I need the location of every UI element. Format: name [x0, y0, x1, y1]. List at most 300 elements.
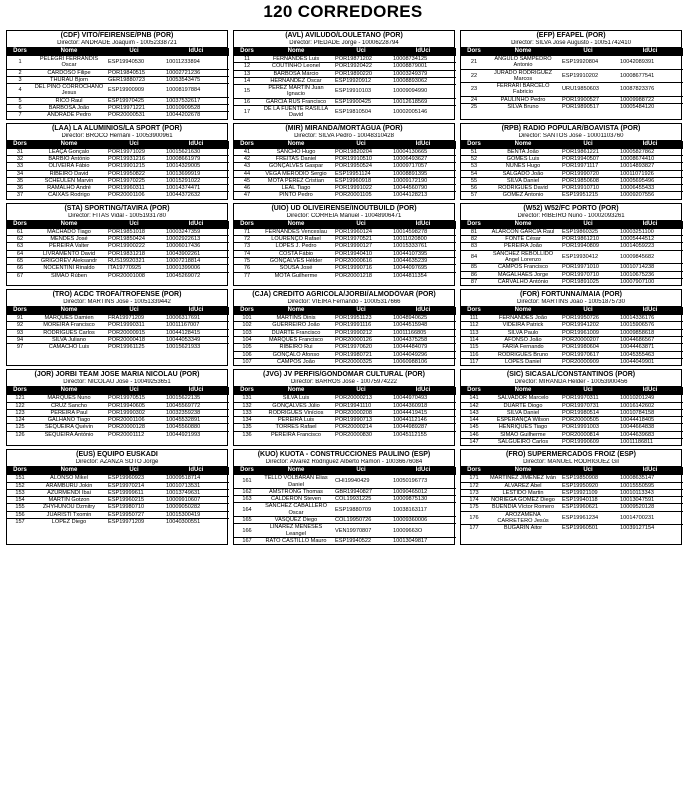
rider-uci-id: 10044375258 [390, 337, 456, 344]
column-header: Dors [234, 467, 260, 475]
rider-name: SALGADO João [487, 170, 559, 177]
rider-uci: POR19951123 [332, 315, 390, 322]
rider-number: 152 [7, 482, 33, 489]
rider-uci: POR19990609 [559, 438, 617, 445]
table-row [234, 272, 456, 279]
table-row [461, 358, 683, 365]
rider-uci-id: 10032359238 [163, 409, 229, 416]
rider-number: 22 [461, 69, 487, 83]
column-header: IdUci [617, 141, 683, 149]
team-row [6, 289, 682, 366]
rider-uci: POR20000325 [332, 358, 390, 365]
team-director: Director: CORREIA Manuel - 10048906471 [234, 213, 454, 221]
rider-uci: POR19990311 [105, 322, 163, 329]
table-row [461, 250, 683, 264]
rider-number: 21 [461, 56, 487, 70]
team-name: (SIC) SICASAL/CONSTANTINOS (POR) [506, 371, 636, 379]
header-row [461, 221, 683, 229]
rider-uci: POR19861210 [559, 236, 617, 243]
rider-number: 63 [7, 243, 33, 250]
table-row [7, 272, 229, 279]
rider-name: LEAL Tiago [260, 185, 332, 192]
rider-uci: POR19840515 [105, 69, 163, 76]
rider-uci-id: 10048940625 [390, 315, 456, 322]
rider-uci-id: 10013749631 [163, 489, 229, 496]
rider-name: JUARISTI Txomin [33, 511, 105, 518]
table-row [234, 177, 456, 184]
rider-name: CRUZ Sancho [33, 402, 105, 409]
rider-name: RICO Raul [33, 97, 105, 104]
column-header: Nome [260, 467, 332, 475]
rider-number: 97 [7, 344, 33, 351]
rider-name: DEL PINO CORROCHANO Jesus [34, 84, 104, 97]
rider-uci: POR20000531 [105, 112, 163, 119]
rider-uci-id: 10009845682 [617, 250, 683, 264]
rider-number: 92 [7, 322, 33, 329]
team-box [233, 449, 455, 545]
rider-name: MACHADO Tiago [33, 228, 105, 235]
rider-number: 16 [234, 98, 260, 105]
rider-number: 81 [461, 228, 487, 235]
column-header: Uci [559, 141, 617, 149]
table-row [461, 264, 683, 271]
rider-name: LOPEZ Diego [33, 519, 105, 526]
rider-uci: POR19900527 [559, 96, 617, 103]
rider-uci-id: 10011233894 [163, 56, 229, 70]
table-row [461, 475, 683, 482]
rider-uci: POR20000418 [105, 337, 163, 344]
team-director: Director: Alvarez Rodriguez Alberto Ramon - 10036676084 [234, 459, 454, 467]
rider-uci-id: 10043902261 [163, 250, 229, 257]
column-header: Dors [461, 307, 487, 315]
rider-name: FERNANDES Venceslau [260, 228, 332, 235]
riders-table [461, 307, 683, 365]
rider-uci-id: 10015333761 [390, 243, 456, 250]
column-header: Nome [487, 467, 559, 475]
rider-uci: ESP19860325 [559, 228, 617, 235]
table-row [7, 97, 229, 104]
team-name: (EUS) EQUIPO EUSKADI [76, 451, 158, 459]
rider-name: GOMEZ Antonio [487, 192, 559, 199]
rider-number: 175 [461, 504, 487, 511]
rider-uci: POR19991022 [332, 185, 390, 192]
rider-number: 171 [461, 475, 487, 482]
rider-uci: ESP19960501 [559, 525, 617, 532]
rider-uci-id: 10053543475 [163, 76, 229, 83]
table-row [234, 265, 456, 272]
table-row [7, 56, 229, 70]
riders-table [461, 467, 683, 531]
rider-uci-id: 10044484079 [390, 344, 456, 351]
rider-name: MARTIN Gotzon [33, 497, 105, 504]
rider-number: 172 [461, 482, 487, 489]
rider-number: 72 [234, 236, 260, 243]
rider-uci: POR19920422 [332, 63, 390, 70]
rider-number: 52 [461, 155, 487, 162]
rider-name: ESPERANÇA Wilson [487, 417, 559, 424]
rider-uci: POR19831218 [105, 250, 163, 257]
column-header: Nome [33, 221, 105, 229]
rider-uci: POR19971010 [559, 264, 617, 271]
table-row [234, 351, 456, 358]
column-header: Dors [234, 387, 260, 395]
rider-name: SCHEULEN Marvin [33, 177, 105, 184]
rider-name: PEREIRA Luis [260, 417, 332, 424]
rider-number: 17 [234, 106, 260, 119]
column-header: IdUci [617, 307, 683, 315]
rider-uci: POR19941202 [559, 322, 617, 329]
rider-name: VASQUEZ Diego [260, 517, 332, 524]
table-row [461, 177, 683, 184]
column-header: Dors [234, 307, 260, 315]
rider-uci-id: 10015300419 [163, 511, 229, 518]
column-header: Uci [105, 307, 163, 315]
rider-uci-id: 10011167007 [163, 322, 229, 329]
rider-name: ANGULO SAMPEDRO Antonio [487, 56, 559, 70]
rider-uci: CHI19940429 [332, 475, 390, 489]
table-row [7, 84, 229, 98]
column-header: Dors [461, 48, 487, 56]
column-header: IdUci [390, 48, 456, 56]
column-header: IdUci [617, 387, 683, 395]
rider-uci-id: 10044372632 [163, 192, 229, 199]
rider-name: SIMAO Guilherme [487, 431, 559, 438]
table-row [234, 70, 456, 77]
rider-uci-id: 10045532891 [163, 417, 229, 424]
rider-uci: POR19950726 [559, 315, 617, 322]
team-name: (W52) W52/FC PORTO (POR) [523, 204, 619, 212]
rider-uci-id: 10009910607 [163, 497, 229, 504]
table-row [461, 69, 683, 83]
rider-uci: POR19991116 [332, 322, 390, 329]
table-row [7, 417, 229, 424]
header-row [7, 307, 229, 315]
rider-number: 76 [234, 265, 260, 272]
rider-name: GALHANO Tiago [33, 417, 105, 424]
column-header: IdUci [163, 387, 229, 395]
rider-number: 121 [7, 395, 33, 402]
rider-uci-id: 10009207556 [617, 192, 683, 199]
rider-uci-id: 10044686567 [617, 337, 683, 344]
rider-uci: ESP19880709 [332, 503, 390, 517]
team-director: Director: BARROS José - 10075974222 [234, 379, 454, 387]
rider-uci: POR19970521 [332, 236, 390, 243]
rider-number: 77 [234, 272, 260, 279]
table-row [234, 148, 456, 155]
column-header: IdUci [617, 221, 683, 229]
rider-uci-id: 10009663O [390, 524, 456, 538]
team-director: Director: ANDRADE Joaquim - 10052338721 [7, 40, 227, 48]
rider-name: SIMAO Rúben [33, 272, 105, 279]
rider-number: 93 [7, 329, 33, 336]
table-row [461, 344, 683, 351]
rider-uci: POR19990127 [332, 243, 390, 250]
rider-name: VIDEIRA Patrick [487, 322, 559, 329]
rider-uci-id: 10014336176 [617, 315, 683, 322]
header-row [461, 387, 683, 395]
rider-name: SANCHEZ CABALLERO Oscar [260, 503, 332, 517]
table-row [7, 395, 229, 402]
rider-number: 41 [234, 148, 260, 155]
header-row [234, 307, 456, 315]
rider-number: 94 [7, 337, 33, 344]
rider-name: OLIVEIRA Fábio [33, 163, 105, 170]
column-header: IdUci [390, 307, 456, 315]
rider-uci-id: 10039127154 [617, 525, 683, 532]
table-row [461, 395, 683, 402]
column-header: Uci [332, 48, 390, 56]
team-name: (TRO) ACDC TROFA/TROFENSE (POR) [52, 291, 182, 299]
rider-uci: POR19940809 [559, 243, 617, 250]
rider-uci: POR20000505 [559, 417, 617, 424]
rider-number: 2 [7, 69, 33, 76]
column-header: Dors [7, 48, 33, 56]
rider-number: 53 [461, 163, 487, 170]
rider-uci-id: 10008734125 [390, 56, 456, 63]
team-name: (JVG) JV PERFIS/GONDOMAR CULTURAL (POR) [263, 371, 425, 379]
table-row [461, 497, 683, 504]
column-header: Nome [33, 467, 105, 475]
rider-uci: RUS19920321 [105, 257, 163, 264]
rider-uci: POR19990720 [559, 170, 617, 177]
rider-uci: ESP19920804 [559, 56, 617, 70]
header-row [234, 141, 456, 149]
column-header: Nome [33, 307, 105, 315]
column-header: Uci [105, 48, 163, 56]
table-row [7, 192, 229, 199]
table-row [7, 315, 229, 322]
rider-name: BARBOSA João [33, 105, 105, 112]
rider-uci: POR19960124 [332, 228, 390, 235]
rider-name: PEREIRA Paul [33, 409, 105, 416]
table-row [7, 504, 229, 511]
rider-uci: POR19900222 [105, 243, 163, 250]
team-box [233, 123, 455, 200]
table-row [7, 409, 229, 416]
table-row [7, 185, 229, 192]
table-row [461, 417, 683, 424]
rider-number: 54 [461, 170, 487, 177]
column-header: IdUci [617, 467, 683, 475]
table-row [7, 257, 229, 264]
rider-number: 71 [234, 228, 260, 235]
rider-number: 173 [461, 489, 487, 496]
rider-number: 82 [461, 236, 487, 243]
rider-uci: ESP19810504 [332, 106, 390, 119]
riders-table [7, 141, 229, 199]
rider-uci: POR19980514 [559, 409, 617, 416]
rider-uci: POR19971221 [105, 105, 163, 112]
table-row [7, 519, 229, 526]
rider-uci: ESP19920912 [332, 77, 390, 84]
rider-number: 147 [461, 438, 487, 445]
rider-name: GRIGOREV Aleksandr [33, 257, 105, 264]
rider-uci: ESP19930412 [559, 250, 617, 264]
rider-uci-id: 10010784158 [617, 409, 683, 416]
team-director: Director: SILVA Pedro - 10048310428 [234, 133, 454, 141]
column-header: Dors [461, 387, 487, 395]
column-header: Uci [332, 221, 390, 229]
column-header: Uci [332, 307, 390, 315]
rider-uci: POR19960311 [105, 185, 163, 192]
rider-uci: VEN19970807 [332, 524, 390, 538]
rider-uci-id: 10050196773 [390, 475, 456, 489]
riders-table [7, 387, 229, 438]
rider-number: 86 [461, 271, 487, 278]
rider-uci: POR20000909 [559, 358, 617, 365]
rider-name: CARVALHO António [487, 278, 559, 285]
rider-number: 155 [7, 504, 33, 511]
rider-name: FERNANDES João [487, 315, 559, 322]
team-director: Director: BRÔCO Hernâni - 10053900961 [7, 133, 227, 141]
rider-uci-id: 10014059223 [617, 243, 683, 250]
team-director: Director: MARTINS José - 10051339442 [7, 299, 227, 307]
rider-uci-id: 10003249379 [390, 70, 456, 77]
rider-name: DE LA FUENTE RASILLA David [260, 106, 332, 119]
team-name: (STA) SPORTING/TAVIRA (POR) [64, 204, 170, 212]
riders-table [234, 141, 456, 199]
table-row [234, 395, 456, 402]
rider-uci: ESP19950920 [559, 482, 617, 489]
rider-uci-id: 10009988722 [617, 96, 683, 103]
table-row [461, 525, 683, 532]
rider-number: 105 [234, 344, 260, 351]
rider-uci-id: 10042089391 [617, 56, 683, 70]
column-header: IdUci [617, 48, 683, 56]
rider-uci: POR19901215 [105, 163, 163, 170]
rider-uci: POR19970225 [105, 177, 163, 184]
rider-uci-id: 10003247359 [163, 228, 229, 235]
rider-number: 176 [461, 511, 487, 525]
rider-name: THURAU Bjorn [33, 76, 105, 83]
table-row [461, 402, 683, 409]
column-header: Nome [487, 141, 559, 149]
table-row [7, 489, 229, 496]
rider-name: FARIA Fernando [487, 344, 559, 351]
table-row [234, 77, 456, 84]
column-header: IdUci [163, 467, 229, 475]
team-name: (UIO) UD OLIVEIRENSE/INOUTBUILD (POR) [271, 204, 417, 212]
rider-uci: ITA19770925 [105, 265, 163, 272]
rider-uci: POR19931216 [105, 155, 163, 162]
rider-uci-id: 10044921993 [163, 431, 229, 438]
table-row [7, 177, 229, 184]
rider-number: 165 [234, 517, 260, 524]
rider-uci: POR19970617 [559, 351, 617, 358]
rider-name: FREITAS Daniel [260, 155, 332, 162]
column-header: Nome [260, 221, 332, 229]
rider-name: RIBEIRO David [33, 170, 105, 177]
rider-uci: POR20000915 [105, 329, 163, 336]
column-header: Dors [234, 141, 260, 149]
table-row [461, 278, 683, 285]
rider-number: 87 [461, 278, 487, 285]
table-row [7, 265, 229, 272]
rider-uci: ESP19850908 [559, 475, 617, 482]
rider-uci-id: 10007907100 [617, 278, 683, 285]
rider-name: BARBOSA Márcio [260, 70, 332, 77]
rider-number: 125 [7, 424, 33, 431]
rider-name: MARTINS Dinis [260, 315, 332, 322]
rider-uci: POR20001106 [105, 192, 163, 199]
riders-table [461, 221, 683, 285]
rider-uci: URU19850603 [559, 83, 617, 97]
rider-uci: POR19990302 [105, 409, 163, 416]
team-director: Director: FITAS Vidal - 10051931780 [7, 213, 227, 221]
team-name: (EFP) EFAPEL (POR) [536, 32, 606, 39]
table-row [234, 417, 456, 424]
column-header: Dors [7, 387, 33, 395]
rider-uci-id: 10044989287 [390, 424, 456, 431]
rider-uci-id: 10015291022 [163, 177, 229, 184]
rider-uci: POR19950524 [332, 163, 390, 170]
rider-uci: POR19890220 [332, 70, 390, 77]
column-header: Nome [260, 307, 332, 315]
rider-number: 107 [234, 358, 260, 365]
rider-name: MOREIRA Francisco [33, 322, 105, 329]
rider-uci-id: 10044360918 [390, 402, 456, 409]
rider-uci: POR19910710 [559, 185, 617, 192]
rider-uci-id: 10013049817 [390, 537, 456, 544]
team-box [460, 369, 682, 446]
table-row [234, 431, 456, 438]
rider-uci-id: 10015906576 [617, 322, 683, 329]
column-header: Dors [7, 221, 33, 229]
team-director: Director: PIEDADE Jorge - 10006228794 [234, 40, 454, 48]
table-row [7, 76, 229, 83]
rider-uci-id: 10044049296 [390, 351, 456, 358]
rider-uci: POR19940605 [105, 402, 163, 409]
team-box [6, 123, 228, 200]
rider-name: GARCIA RUS Francisco [260, 98, 332, 105]
column-header: Dors [7, 141, 33, 149]
column-header: Dors [234, 48, 260, 56]
table-row [7, 170, 229, 177]
rider-uci: POR19891025 [559, 278, 617, 285]
column-header: Nome [260, 141, 332, 149]
rider-name: MOTA Guilherme [260, 272, 332, 279]
rider-uci: ESP19940530 [105, 56, 163, 70]
riders-table [234, 387, 456, 438]
table-row [234, 257, 456, 264]
rider-number: 65 [7, 257, 33, 264]
rider-uci-id: 10009360006 [390, 517, 456, 524]
rider-name: SALVADOR Marcelo [487, 395, 559, 402]
table-row [461, 228, 683, 235]
rider-name: RODRIGUES Carlos [33, 329, 105, 336]
rider-uci: POR20001112 [105, 431, 163, 438]
column-header: Uci [105, 221, 163, 229]
rider-name: ZHYHUNOU Dzmitry [33, 504, 105, 511]
rider-name: PAULINHO Pedro [487, 96, 559, 103]
team-row [6, 203, 682, 286]
rider-name: TELLO VOLBARAN Elias Daniel [260, 475, 332, 489]
rider-name: PINTO Pedro [260, 192, 332, 199]
team-director: Director: SILVA José Augusto - 10051742410 [461, 40, 681, 48]
team-director: Director: VIEIRA Fernando - 10005317666 [234, 299, 454, 307]
rider-uci: POR20000214 [332, 424, 390, 431]
rider-number: 134 [234, 417, 260, 424]
rider-uci-id: 10014700231 [617, 511, 683, 525]
rider-number: 25 [461, 104, 487, 111]
rider-uci-id: 10009875130 [390, 496, 456, 503]
table-row [461, 351, 683, 358]
rider-name: SANCHEZ REBOLLIDO Angel Lorenzo [487, 250, 559, 264]
rider-name: JURADO RODRIGUEZ Marcos [487, 69, 559, 83]
rider-uci-id: 10002721236 [163, 69, 229, 76]
rider-number: 141 [461, 395, 487, 402]
header-row [461, 48, 683, 56]
